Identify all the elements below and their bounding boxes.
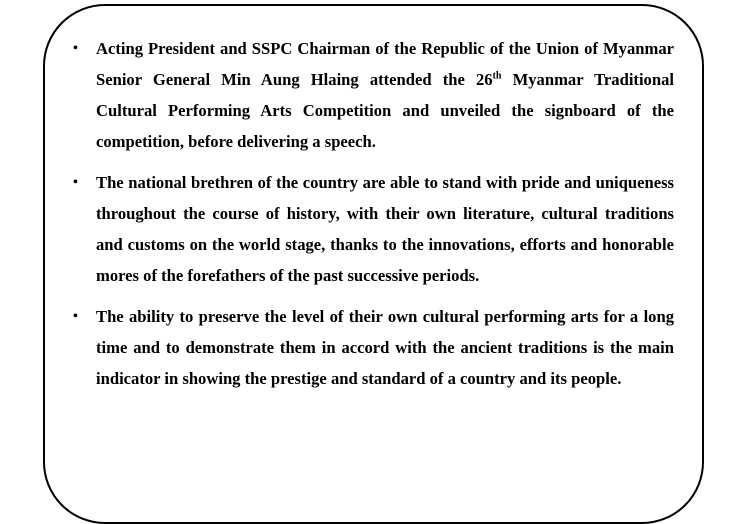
bullet-icon: • bbox=[73, 41, 78, 56]
bullet-text: The ability to preserve the level of their own cultural performing arts for a long time and to demonstrate them in accord with the ancient traditions is the main indicator in showing the prestige and standard of a country and its people. bbox=[96, 307, 674, 388]
bullet-item-national-pride bbox=[73, 167, 674, 291]
bullet-text-continued: Myanmar Traditional Cultural Performing Arts Competition and unveiled the signboard of the competition, before delivering a speech. bbox=[96, 70, 674, 151]
bullet-text: The national brethren of the country are able to stand with pride and uniqueness throughout the course of history, with their own literature, cultural traditions and customs on the world stage, thanks to the innovations, efforts and honorable mores of the forefathers of the past successive periods. bbox=[96, 173, 674, 285]
bullet-item-preservation bbox=[73, 301, 674, 394]
bullet-icon: • bbox=[73, 175, 78, 190]
bullet-item-attendance bbox=[73, 33, 674, 157]
bullet-list bbox=[73, 33, 674, 404]
bullet-text: Acting President and SSPC Chairman of the Republic of the Union of Myanmar Senior General Min Aung Hlaing attended the 26 bbox=[96, 39, 674, 89]
ordinal-suffix: th bbox=[492, 70, 502, 82]
bullet-icon: • bbox=[73, 309, 78, 324]
